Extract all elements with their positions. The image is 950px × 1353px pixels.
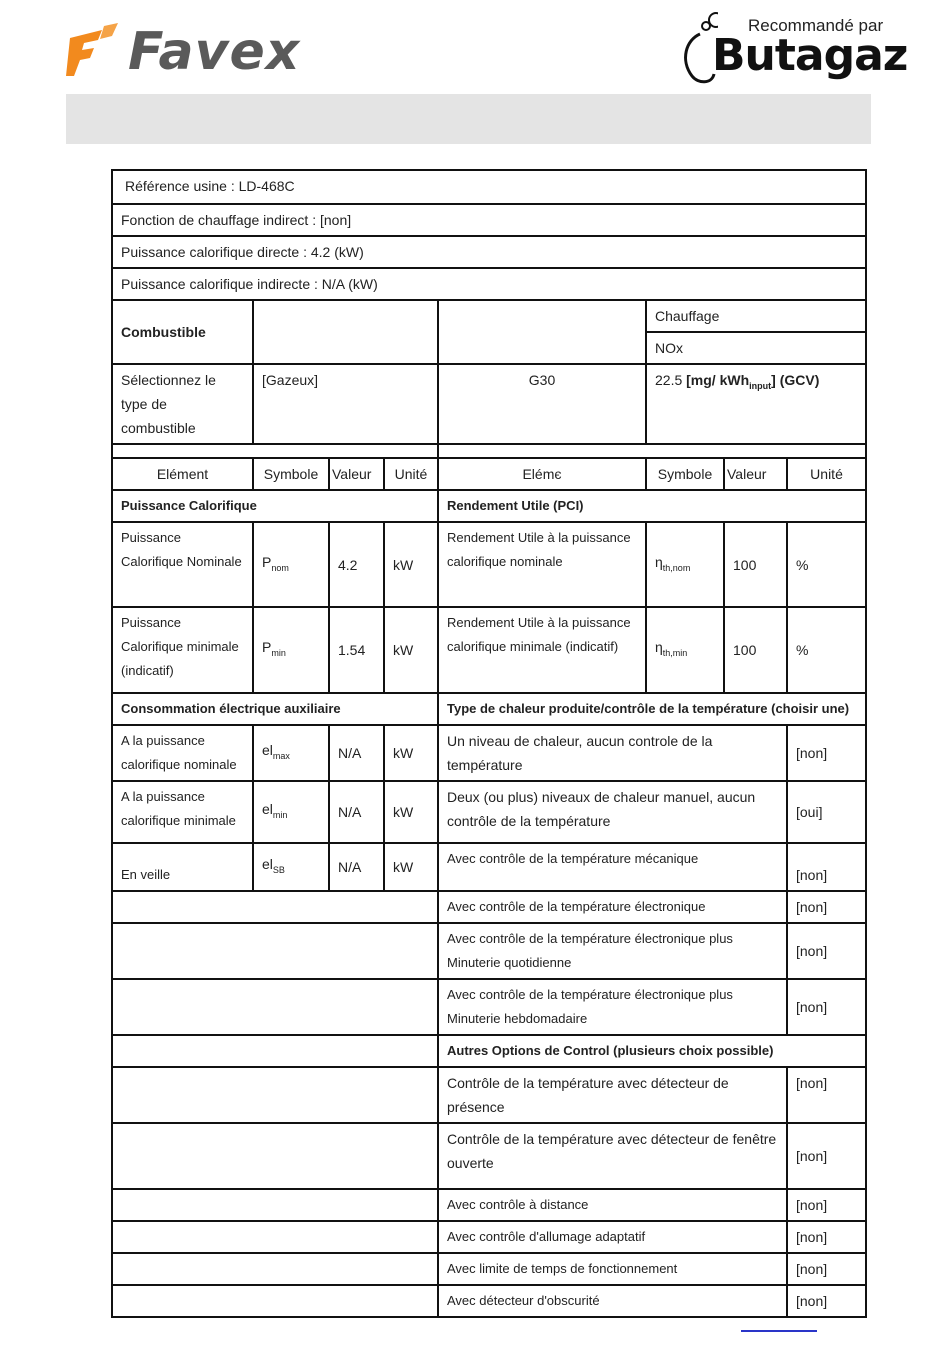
power-nominal-value: 4.2	[329, 522, 384, 607]
other-label-0: Contrôle de la température avec détecteur de présence	[438, 1067, 787, 1123]
empty-left-cell	[112, 1189, 438, 1221]
other-label-4: Avec limite de temps de fonctionnement	[438, 1253, 787, 1285]
aux-standby-value: N/A	[329, 843, 384, 891]
empty-left-cell	[112, 923, 438, 979]
favex-wordmark: Favex	[128, 22, 301, 82]
other-value-3: [non]	[787, 1221, 866, 1253]
section-other-label: Autres Options de Control (plusieurs choix possible)	[438, 1035, 866, 1067]
eff-nominal-label: Rendement Utile à la puissance calorifique nominale	[438, 522, 646, 607]
gas-code-value: G30	[438, 364, 646, 444]
fuel-label: Combustible	[112, 300, 253, 364]
aux-standby-unit: kW	[384, 843, 438, 891]
spec-table	[111, 169, 867, 1318]
butagaz-wordmark: Butagaz	[712, 30, 908, 81]
eff-min-value: 100	[724, 607, 787, 693]
butagaz-logo	[678, 8, 908, 88]
other-label-5: Avec détecteur d'obscurité	[438, 1285, 787, 1317]
empty-left-cell	[112, 1253, 438, 1285]
reference-cell: Référence usine : LD-468C	[112, 170, 866, 204]
col-header-symbole-left: Symbole	[253, 458, 329, 490]
heat-type-value-0: [non]	[787, 725, 866, 781]
section-efficiency-label: Rendement Utile (PCI)	[438, 490, 866, 522]
aux-min-value: N/A	[329, 781, 384, 843]
empty-left-cell	[112, 1123, 438, 1189]
control-label-0: Avec contrôle de la température électronique	[438, 891, 787, 923]
header-band	[66, 94, 871, 144]
direct-power-cell: Puissance calorifique directe : 4.2 (kW)	[112, 236, 866, 268]
power-min-symbol: $P_{min}$	[253, 607, 329, 693]
control-value-2: [non]	[787, 979, 866, 1035]
control-value-1: [non]	[787, 923, 866, 979]
fuel-type-value: [Gazeux]	[253, 364, 438, 444]
nox-value-cell: 22.5 [mg/ kWh$_{input}$] (GCV)	[646, 364, 866, 444]
other-label-2: Avec contrôle à distance	[438, 1189, 787, 1221]
power-min-label: Puissance Calorifique minimale (indicatif)	[112, 607, 253, 693]
spacer-left	[112, 444, 438, 458]
section-aux-label: Consommation électrique auxiliaire	[112, 693, 438, 725]
empty-left-cell	[112, 1285, 438, 1317]
empty-left-cell	[112, 1035, 438, 1067]
empty-left-cell	[112, 1067, 438, 1123]
col-header-valeur-right: Valeur	[724, 458, 787, 490]
aux-standby-label: En veille	[112, 843, 253, 891]
favex-mark-icon	[62, 20, 122, 80]
empty-left-cell	[112, 979, 438, 1035]
section-power-label: Puissance Calorifique	[112, 490, 438, 522]
empty-left-cell	[112, 891, 438, 923]
eff-min-symbol: $\eta_{th,min}$	[646, 607, 724, 693]
indirect-power-cell: Puissance calorifique indirecte : N/A (kW)	[112, 268, 866, 300]
col-header-element-right: Elémє	[438, 458, 646, 490]
col-header-symbole-right: Symbole	[646, 458, 724, 490]
other-value-5: [non]	[787, 1285, 866, 1317]
aux-min-symbol: $el_{min}$	[253, 781, 329, 843]
eff-nominal-unit: %	[787, 522, 866, 607]
other-value-2: [non]	[787, 1189, 866, 1221]
heat-type-label-0: Un niveau de chaleur, aucun controle de la température	[438, 725, 787, 781]
aux-min-label: A la puissance calorifique minimale	[112, 781, 253, 843]
other-label-1: Contrôle de la température avec détecteur de fenêtre ouverte	[438, 1123, 787, 1189]
aux-min-unit: kW	[384, 781, 438, 843]
eff-nominal-symbol: $\eta_{th,nom}$	[646, 522, 724, 607]
indirect-function-cell: Fonction de chauffage indirect : [non]	[112, 204, 866, 236]
eff-min-label: Rendement Utile à la puissance calorifique minimale (indicatif)	[438, 607, 646, 693]
eff-nominal-value: 100	[724, 522, 787, 607]
col-header-unite-left: Unité	[384, 458, 438, 490]
section-heat-type-label: Type de chaleur produite/contrôle de la température (choisir une)	[438, 693, 866, 725]
aux-nominal-label: A la puissance calorifique nominale	[112, 725, 253, 781]
aux-nominal-symbol: $el_{max}$	[253, 725, 329, 781]
other-value-0: [non]	[787, 1067, 866, 1123]
other-value-4: [non]	[787, 1253, 866, 1285]
aux-nominal-unit: kW	[384, 725, 438, 781]
power-nominal-symbol: $P_{nom}$	[253, 522, 329, 607]
heat-type-value-1: [oui]	[787, 781, 866, 843]
power-nominal-label: Puissance Calorifique Nominale	[112, 522, 253, 607]
heat-type-label-2: Avec contrôle de la température mécanique	[438, 843, 787, 891]
butagaz-tagline: Recommandé par	[748, 16, 884, 35]
power-min-unit: kW	[384, 607, 438, 693]
control-label-1: Avec contrôle de la température électronique plus Minuterie quotidienne	[438, 923, 787, 979]
empty-left-cell	[112, 1221, 438, 1253]
heating-label: Chauffage	[646, 300, 866, 332]
select-fuel-label: Sélectionnez le type de combustible	[112, 364, 253, 444]
fuel-empty-cell-2	[438, 300, 646, 364]
col-header-element-left: Elément	[112, 458, 253, 490]
spacer-right	[438, 444, 866, 458]
col-header-valeur-left: Valeur	[329, 458, 384, 490]
aux-nominal-value: N/A	[329, 725, 384, 781]
power-min-value: 1.54	[329, 607, 384, 693]
footer-link[interactable]	[741, 1330, 817, 1332]
favex-logo	[62, 20, 302, 80]
col-header-unite-right: Unité	[787, 458, 866, 490]
eff-min-unit: %	[787, 607, 866, 693]
other-value-1: [non]	[787, 1123, 866, 1189]
fuel-empty-cell	[253, 300, 438, 364]
aux-standby-symbol: $el_{SB}$	[253, 843, 329, 891]
control-label-2: Avec contrôle de la température électronique plus Minuterie hebdomadaire	[438, 979, 787, 1035]
nox-label: NOx	[646, 332, 866, 364]
heat-type-label-1: Deux (ou plus) niveaux de chaleur manuel, aucun contrôle de la température	[438, 781, 787, 843]
control-value-0: [non]	[787, 891, 866, 923]
other-label-3: Avec contrôle d'allumage adaptatif	[438, 1221, 787, 1253]
heat-type-value-2: [non]	[787, 843, 866, 891]
power-nominal-unit: kW	[384, 522, 438, 607]
